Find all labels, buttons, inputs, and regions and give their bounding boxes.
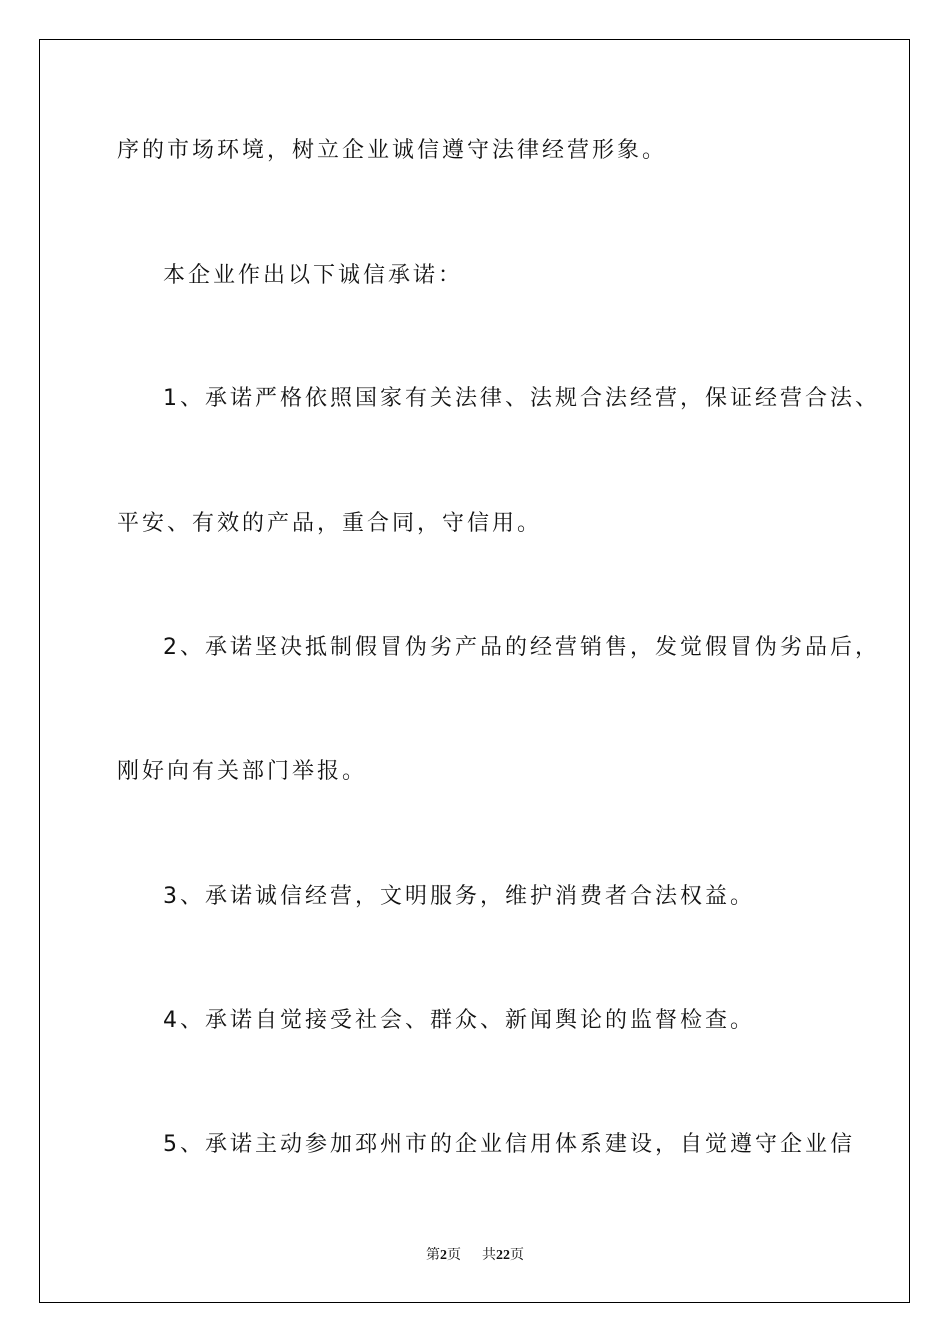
text-line-3: 1、承诺严格依照国家有关法律、法规合法经营，保证经营合法、 [163,386,880,411]
total-pages-label: 共22页 [482,1248,524,1263]
page-border [39,39,910,1303]
text-line-9: 5、承诺主动参加邳州市的企业信用体系建设，自觉遵守企业信 [163,1132,855,1157]
text-line-5: 2、承诺坚决抵制假冒伪劣产品的经营销售，发觉假冒伪劣品后， [163,635,880,660]
text-line-2: 本企业作出以下诚信承诺： [163,263,464,288]
text-line-4: 平安、有效的产品，重合同，守信用。 [117,511,543,536]
text-line-8: 4、承诺自觉接受社会、群众、新闻舆论的监督检查。 [163,1008,755,1033]
text-line-7: 3、承诺诚信经营，文明服务，维护消费者合法权益。 [163,884,755,909]
text-line-1: 序的市场环境，树立企业诚信遵守法律经营形象。 [117,138,668,163]
page-footer [0,1247,950,1265]
text-line-6: 刚好向有关部门举报。 [117,759,368,784]
page-label: 第2页 [426,1248,461,1263]
